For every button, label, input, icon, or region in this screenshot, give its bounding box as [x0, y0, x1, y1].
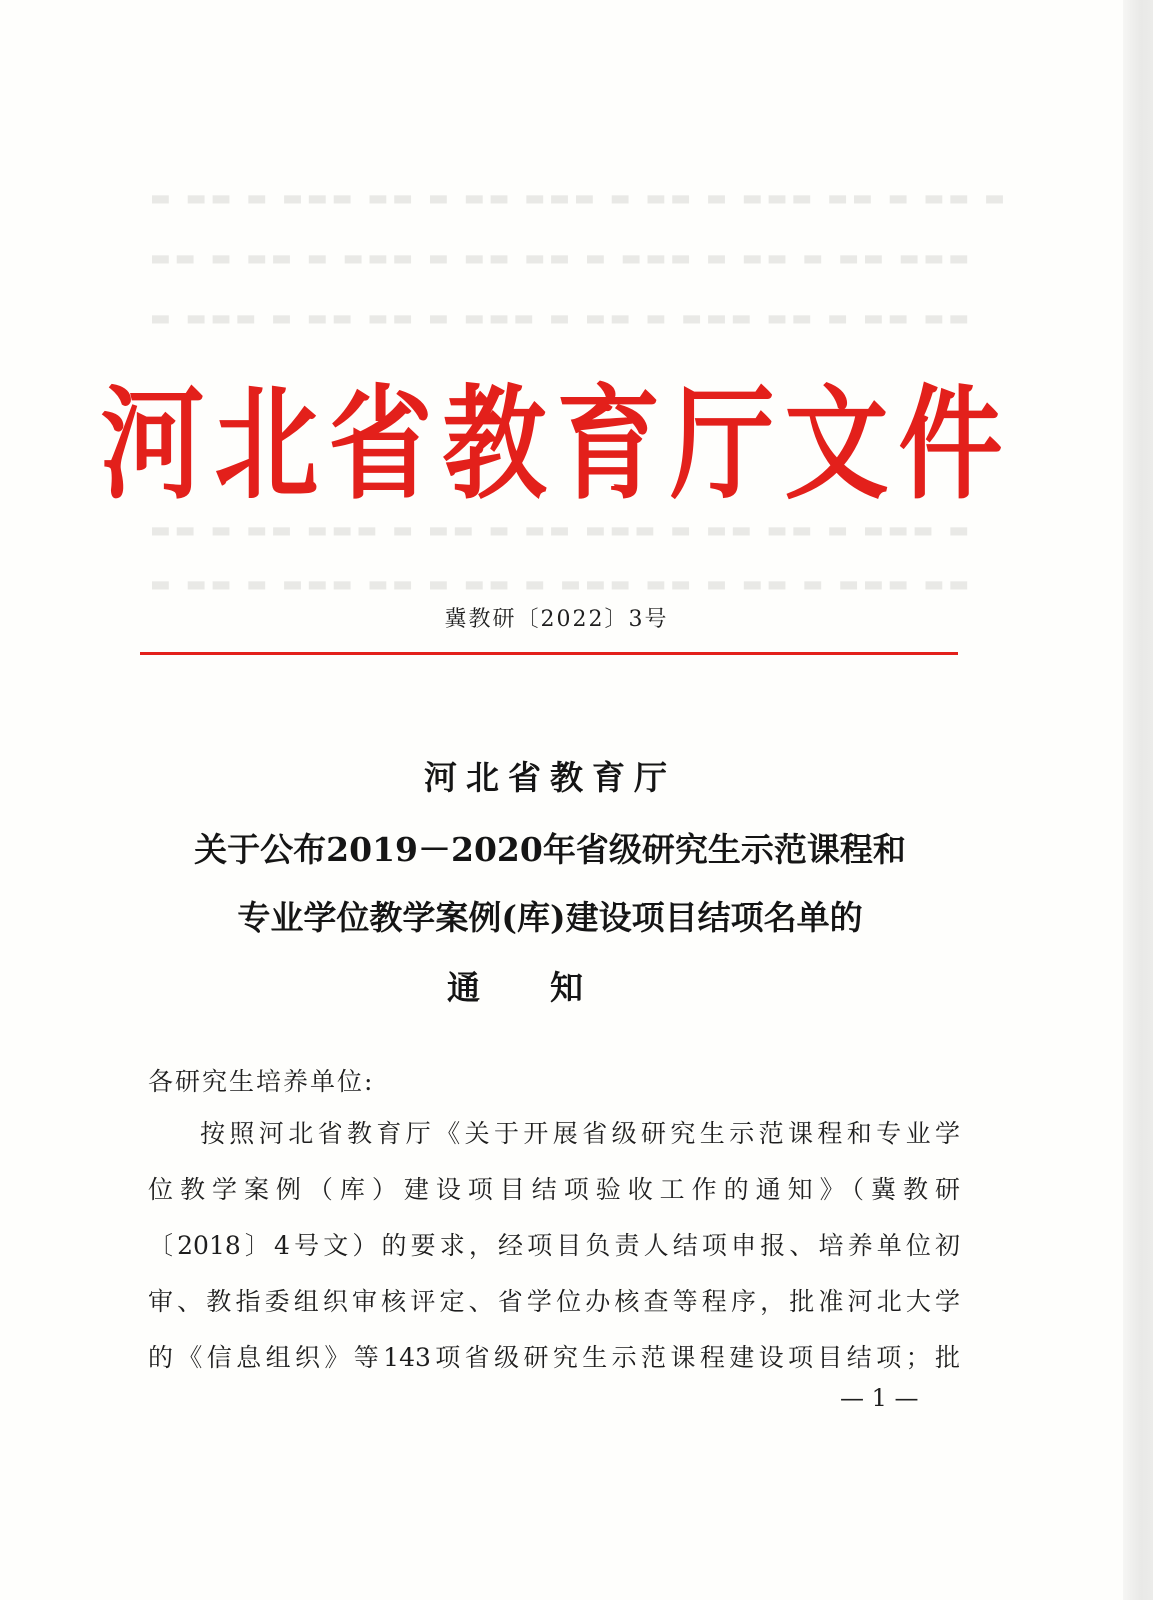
bleed-through-texture: ▬ ▬▬ ▬ ▬▬▬ ▬▬ ▬ ▬▬ ▬▬▬ ▬ ▬▬ ▬ ▬▬▬ ▬▬ ▬ ▬▬ ▬ — [150, 186, 1009, 211]
document-number: 冀教研〔2022〕3号 — [444, 607, 669, 632]
title-issuer: 河北省教育厅 — [424, 758, 676, 797]
body-paragraph-line: 〔2018〕4号文）的要求，经项目负责人结项申报、培养单位初 — [148, 1231, 960, 1260]
body-paragraph-line: 的《信息组织》等143项省级研究生示范课程建设项目结项；批 — [148, 1343, 960, 1372]
bleed-through-texture: ▬▬ ▬ ▬▬ ▬ ▬▬▬ ▬ ▬▬ ▬▬ ▬ ▬▬▬ ▬ ▬▬ ▬ ▬▬ ▬▬▬ — [150, 246, 974, 271]
body-paragraph-line: 审、教指委组织审核评定、省学位办核查等程序，批准河北大学 — [148, 1287, 960, 1316]
body-paragraph-line: 位教学案例（库）建设项目结项验收工作的通知》（冀教研 — [148, 1175, 960, 1204]
body-paragraph-line: 按照河北省教育厅《关于开展省级研究生示范课程和专业学 — [200, 1119, 960, 1148]
document-masthead: 河北省教育厅文件 — [100, 372, 1013, 517]
red-separator-line — [140, 652, 958, 655]
title-line: 专业学位教学案例(库)建设项目结项名单的 — [237, 898, 863, 937]
salutation: 各研究生培养单位: — [148, 1067, 375, 1096]
bleed-through-texture: ▬▬ ▬ ▬▬ ▬▬▬ ▬ ▬▬ ▬ ▬▬ ▬▬▬ ▬ ▬▬ ▬▬ ▬ ▬▬▬ ▬ — [150, 518, 974, 543]
scan-edge — [1123, 0, 1153, 1600]
bleed-through-texture: ▬ ▬▬▬ ▬ ▬▬ ▬▬ ▬ ▬▬▬ ▬ ▬▬ ▬ ▬▬▬ ▬▬ ▬ ▬▬ ▬▬ — [150, 306, 974, 331]
bleed-through-texture: ▬ ▬▬ ▬ ▬▬▬ ▬▬ ▬ ▬▬ ▬ ▬▬▬ ▬▬ ▬ ▬▬ ▬ ▬▬▬ ▬▬ — [150, 572, 974, 597]
title-notice: 通知 — [447, 968, 653, 1007]
title-line: 关于公布2019－2020年省级研究生示范课程和 — [194, 830, 906, 869]
page-number: — 1 — — [840, 1384, 919, 1412]
